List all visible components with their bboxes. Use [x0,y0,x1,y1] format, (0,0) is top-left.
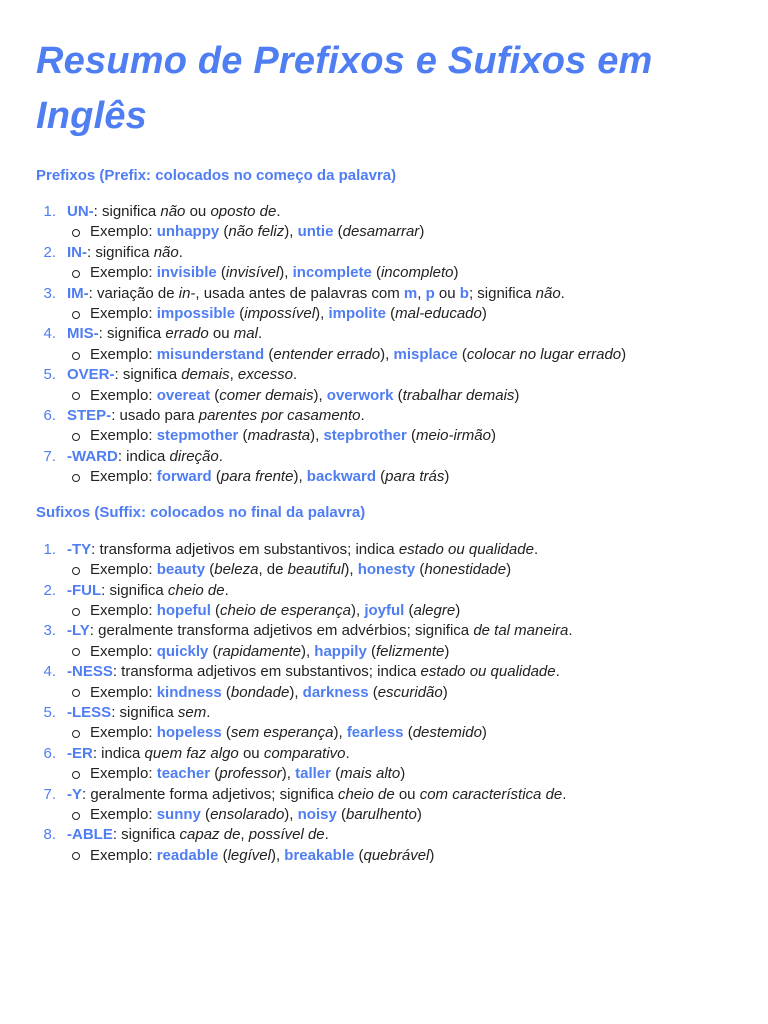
suffix-description: -NESS: transforma adjetivos em substantivos; indica estado ou qualidade. [67,663,560,681]
list-number: 5. [43,703,56,721]
example-translation: rapidamente [217,642,301,660]
list-number: 5. [43,366,56,384]
example-translation: madrasta [247,427,311,445]
circle-bullet-icon [36,345,90,365]
example-text: Exemplo: kindness (bondade), darkness (escuridão) [90,683,448,701]
suffix-row [36,621,732,641]
suffix-item [36,744,732,785]
emphasis-text: direção [169,447,219,465]
list-number: 6. [43,744,56,762]
example-translation: sem esperança [230,724,334,742]
example-word: overwork [326,386,394,404]
example-text: Exemplo: beauty (beleza, de beautiful), honesty (honestidade) [90,561,512,579]
suffix-keyword: -Y [67,785,82,803]
suffix-row [36,785,732,805]
example-text: Exemplo: forward (para frente), backward (para trás) [90,468,450,486]
example-word: beauty [156,561,206,579]
list-number: 7. [43,785,56,803]
circle-bullet-icon [36,846,90,866]
example-word: misunderstand [156,345,265,363]
example-line [36,683,732,703]
example-word: impolite [328,305,386,323]
example-line [36,304,732,324]
emphasis-text: excesso [237,366,293,384]
suffix-keyword: -LY [67,622,90,640]
example-translation: honestidade [424,561,507,579]
example-text: Exemplo: hopeful (cheio de esperança), joyful (alegre) [90,601,461,619]
emphasis-text: não [160,203,186,220]
prefix-description: IN-: significa não. [67,243,183,261]
example-word: overeat [156,386,211,404]
example-word: darkness [302,683,369,701]
suffix-item [36,581,732,622]
example-word: happily [314,642,367,660]
example-text: Exemplo: sunny (ensolarado), noisy (barulhento) [90,805,422,823]
circle-icon [72,229,80,237]
prefix-keyword: STEP- [67,407,112,425]
prefix-row [36,447,732,467]
list-number: 2. [43,581,56,599]
example-translation: professor [219,765,282,783]
example-word: fearless [346,724,404,742]
example-word: stepbrother [323,427,407,445]
example-translation: impossível [244,305,316,323]
emphasis-text: sem [177,703,207,721]
emphasis-text: quem faz algo [144,744,239,762]
example-word: misplace [393,345,458,363]
circle-bullet-icon [36,560,90,580]
letter-keyword: m [403,284,418,302]
example-translation: barulhento [346,805,417,823]
circle-icon [72,311,80,319]
prefix-row [36,324,732,344]
list-number: 2. [43,243,56,261]
circle-icon [72,270,80,278]
example-text: Exemplo: teacher (professor), taller (mais alto) [90,765,406,783]
suffix-keyword: -TY [67,540,92,558]
emphasis-text: não [535,284,561,302]
suffix-description: -FUL: significa cheio de. [67,581,229,599]
suffix-item [36,621,732,662]
emphasis-text: in- [178,284,196,302]
prefix-keyword: IM- [67,284,89,302]
list-number: 4. [43,663,56,681]
circle-bullet-icon [36,263,90,283]
suffix-description: -LY: geralmente transforma adjetivos em advérbios; significa de tal maneira. [67,622,573,640]
suffix-keyword: -FUL [67,581,102,599]
prefix-keyword: OVER- [67,366,115,384]
example-text: Exemplo: overeat (comer demais), overwork (trabalhar demais) [90,386,520,404]
emphasis-text: errado [165,325,209,343]
prefix-keyword: -WARD [67,447,118,465]
circle-bullet-icon [36,386,90,406]
circle-icon [72,392,80,400]
circle-icon [72,689,80,697]
emphasis-text: oposto de [210,203,277,220]
suffix-row [36,540,732,560]
prefix-item [36,365,732,406]
circle-bullet-icon [36,723,90,743]
suffix-keyword: -NESS [67,663,113,681]
emphasis-text: estado ou qualidade [420,663,556,681]
emphasis-text: comparativo [263,744,346,762]
prefix-keyword: UN- [67,203,94,220]
circle-icon [72,771,80,779]
example-translation: destemido [412,724,482,742]
example-word: backward [306,468,376,486]
suffix-item [36,825,732,866]
prefix-row [36,406,732,426]
example-translation: legível [227,846,271,864]
example-translation: desamarrar [342,223,420,241]
suffix-row [36,825,732,845]
suffix-description: -TY: transforma adjetivos em substantivos; indica estado ou qualidade. [67,540,539,558]
example-word: forward [156,468,212,486]
prefix-item [36,447,732,488]
prefix-description: IM-: variação de in-, usada antes de palavras com m, p ou b; significa não. [67,284,565,302]
circle-bullet-icon [36,764,90,784]
emphasis-text: beleza [214,561,259,579]
page-title: Resumo de Prefixos e Sufixos em Inglês [36,40,653,137]
circle-icon [72,812,80,820]
prefix-row [36,243,732,263]
prefix-description: MIS-: significa errado ou mal. [67,325,263,343]
example-text: Exemplo: impossible (impossível), impolite (mal-educado) [90,305,487,323]
prefix-row [36,202,732,222]
list-number: 8. [43,826,56,844]
example-translation: ensolarado [210,805,285,823]
suffix-description: -ER: indica quem faz algo ou comparativo. [67,744,350,762]
example-text: Exemplo: quickly (rapidamente), happily (felizmente) [90,642,450,660]
emphasis-text: mal [233,325,258,343]
circle-bullet-icon [36,222,90,242]
suffix-description: -LESS: significa sem. [67,703,211,721]
example-line [36,846,732,866]
circle-bullet-icon [36,426,90,446]
example-translation: meio-irmão [415,427,491,445]
example-line [36,467,732,487]
circle-icon [72,474,80,482]
list-number: 4. [43,325,56,343]
list-number: 7. [43,447,56,465]
suffix-row [36,703,732,723]
prefix-row [36,284,732,304]
example-line [36,601,732,621]
circle-bullet-icon [36,805,90,825]
prefix-description: UN-: significa não ou oposto de. [67,203,281,220]
example-word: quickly [156,642,209,660]
prefix-item [36,406,732,447]
prefix-item [36,243,732,284]
suffix-item [36,703,732,744]
prefix-list [36,202,732,488]
suffix-keyword: -ABLE [67,826,113,844]
example-translation: mais alto [340,765,401,783]
prefix-item [36,202,732,243]
example-word: readable [156,846,219,864]
example-translation: invisível [225,264,280,282]
circle-icon [72,730,80,738]
circle-bullet-icon [36,601,90,621]
circle-bullet-icon [36,467,90,487]
circle-icon [72,352,80,360]
example-line [36,263,732,283]
prefix-section-heading: Prefixos (Prefix: colocados no começo da palavra) [36,167,397,184]
emphasis-text: beautiful [287,561,345,579]
circle-icon [72,852,80,860]
example-word: sunny [156,805,201,823]
example-line [36,560,732,580]
example-word: taller [295,765,331,783]
letter-keyword: p [425,284,435,302]
emphasis-text: cheio de [167,581,225,599]
suffix-description: -ABLE: significa capaz de, possível de. [67,826,329,844]
example-line [36,805,732,825]
example-line [36,764,732,784]
letter-keyword: b [459,284,469,302]
suffix-section-heading: Sufixos (Suffix: colocados no final da palavra) [36,503,366,521]
example-translation: escuridão [377,683,443,701]
example-text: Exemplo: stepmother (madrasta), stepbrother (meio-irmão) [90,427,496,445]
emphasis-text: de tal maneira [473,622,569,640]
example-translation: bondade [230,683,290,701]
example-word: untie [297,223,334,241]
suffix-keyword: -ER [67,744,93,762]
prefix-description: STEP-: usado para parentes por casamento. [67,407,365,425]
example-translation: não feliz [228,223,285,241]
list-number: 1. [43,540,56,558]
example-word: invisible [156,264,217,282]
example-translation: mal-educado [395,305,482,323]
example-translation: alegre [413,601,456,619]
example-text: Exemplo: hopeless (sem esperança), fearless (destemido) [90,724,487,742]
example-text: Exemplo: misunderstand (entender errado), misplace (colocar no lugar errado) [90,345,627,363]
example-word: stepmother [156,427,239,445]
suffix-item [36,785,732,826]
list-number: 6. [43,407,56,425]
example-line [36,426,732,446]
circle-bullet-icon [36,642,90,662]
list-number: 3. [43,622,56,640]
example-word: hopeless [156,724,222,742]
suffix-description: -Y: geralmente forma adjetivos; significa cheio de ou com característica de. [67,785,567,803]
example-word: impossible [156,305,236,323]
circle-bullet-icon [36,683,90,703]
example-translation: incompleto [380,264,454,282]
suffix-row [36,662,732,682]
example-word: kindness [156,683,222,701]
example-translation: trabalhar demais [402,386,515,404]
list-number: 3. [43,284,56,302]
example-word: incomplete [292,264,372,282]
prefix-row [36,365,732,385]
example-translation: comer demais [219,386,314,404]
example-translation: quebrável [363,846,430,864]
prefix-item [36,324,732,365]
circle-bullet-icon [36,304,90,324]
emphasis-text: não [153,243,179,261]
emphasis-text: demais [181,366,230,384]
example-translation: felizmente [375,642,445,660]
example-word: noisy [297,805,337,823]
example-line [36,386,732,406]
emphasis-text: possível de [248,826,325,844]
suffix-list [36,540,732,867]
example-word: breakable [284,846,355,864]
example-word: joyful [364,601,405,619]
example-text: Exemplo: unhappy (não feliz), untie (desamarrar) [90,223,425,241]
example-line [36,723,732,743]
emphasis-text: cheio de [337,785,395,803]
example-translation: para frente [220,468,294,486]
prefix-keyword: IN- [67,243,87,261]
example-translation: para trás [385,468,445,486]
example-translation: cheio de esperança [220,601,351,619]
suffix-row [36,744,732,764]
emphasis-text: estado ou qualidade [398,540,534,558]
prefix-description: OVER-: significa demais, excesso. [67,366,298,384]
example-word: hopeful [156,601,211,619]
example-translation: entender errado [273,345,381,363]
example-word: teacher [156,765,211,783]
example-text: Exemplo: invisible (invisível), incomplete (incompleto) [90,264,459,282]
prefix-description: -WARD: indica direção. [67,447,223,465]
emphasis-text: com característica de [419,785,563,803]
example-line [36,642,732,662]
example-text: Exemplo: readable (legível), breakable (quebrável) [90,846,435,864]
prefix-item [36,284,732,325]
circle-icon [72,567,80,575]
list-number: 1. [43,203,56,220]
suffix-keyword: -LESS [67,703,112,721]
suffix-row [36,581,732,601]
suffix-item [36,540,732,581]
circle-icon [72,608,80,616]
emphasis-text: capaz de [179,826,241,844]
example-line [36,222,732,242]
example-line [36,345,732,365]
circle-icon [72,648,80,656]
prefix-keyword: MIS- [67,325,99,343]
example-translation: colocar no lugar errado [466,345,622,363]
example-word: honesty [357,561,416,579]
emphasis-text: parentes por casamento [198,407,361,425]
suffix-item [36,662,732,703]
example-word: unhappy [156,223,220,241]
circle-icon [72,433,80,441]
